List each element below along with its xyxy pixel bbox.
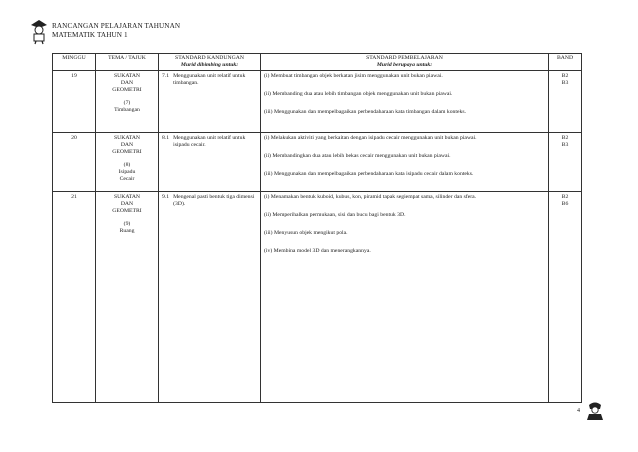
kandungan-text: Menggunakan unit relatif untuk isipadu cecair. (173, 135, 246, 148)
table-row (53, 133, 582, 192)
tema-line: DAN (120, 80, 134, 86)
pembelajaran-item: (i) Melakukan aktiviti yang berkaitan dengan isipadu cecair menggunakan unit bukan piawai. (264, 135, 477, 141)
cell-tema (96, 192, 159, 403)
cell-band (549, 133, 582, 192)
pembelajaran-item: (iii) Menggunakan dan mempelbagaikan perbendaharaan kata isipadu cecair dalam konteks. (264, 171, 474, 177)
kandungan-number: 9.1 (162, 194, 170, 200)
header-minggu: MINGGU (53, 54, 96, 71)
pembelajaran-item: (ii) Membanding dua atau lebih timbangan objek menggunakan unit bukan piawai. (264, 91, 453, 97)
tema-line: DAN (120, 201, 134, 207)
header-kandungan (159, 54, 261, 71)
tajuk-line: Cecair (119, 176, 135, 182)
cell-band (549, 192, 582, 403)
header-title: RANCANGAN PELAJARAN TAHUNAN (52, 22, 181, 30)
table-row (53, 71, 582, 133)
table-header-row (53, 54, 582, 71)
pembelajaran-item: (ii) Memperihalkan permukaan, sisi dan bucu bagi bentuk 3D. (264, 212, 406, 218)
header-band: BAND (549, 54, 582, 71)
document-header (52, 22, 180, 40)
pembelajaran-item: (i) Membuat timbangan objek berkatan jisim menggunakan unit bukan piawai. (264, 73, 443, 79)
cell-kandungan (159, 133, 261, 192)
band-value: B6 (561, 201, 569, 207)
tema-line: GEOMETRI (112, 87, 142, 93)
cell-minggu: 19 (53, 71, 96, 133)
header-subtitle: MATEMATIK TAHUN 1 (52, 31, 128, 39)
cell-pembelajaran (261, 192, 549, 403)
tajuk-line: (7) (123, 100, 131, 106)
pembelajaran-item: (iii) Menyusun objek mengikut pola. (264, 230, 348, 236)
pembelajaran-item: (ii) Membandingkan dua atau lebih bekas cecair menggunakan unit bukan piawai. (264, 153, 451, 159)
lesson-plan-table (52, 53, 582, 403)
cell-minggu: 20 (53, 133, 96, 192)
pembelajaran-item: (iii) Menggunakan dan mempelbagaikan perbendaharaan kata timbangan dalam konteks. (264, 109, 466, 115)
tema-line: GEOMETRI (112, 208, 142, 214)
mascot-footer-icon (585, 400, 605, 422)
tema-line: GEOMETRI (112, 149, 142, 155)
header-kandungan-sub: Murid dibimbing untuk: (180, 62, 239, 68)
kandungan-number: 8.1 (162, 135, 170, 141)
cell-pembelajaran (261, 71, 549, 133)
cell-band (549, 71, 582, 133)
band-value: B2 (561, 135, 569, 141)
band-value: B3 (561, 142, 569, 148)
pembelajaran-item: (i) Menamakan bentuk kuboid, kubus, kon, piramid tapak segiempat sama, silinder dan sfera. (264, 194, 477, 200)
header-pembelajaran (261, 54, 549, 71)
table-row (53, 192, 582, 403)
cell-minggu: 21 (53, 192, 96, 403)
header-pembelajaran-title: STANDARD PEMBELAJARAN (366, 55, 443, 61)
tajuk-line: Isipadu (118, 169, 136, 175)
header-kandungan-title: STANDARD KANDUNGAN (175, 55, 244, 61)
cell-pembelajaran (261, 133, 549, 192)
tajuk-line: (9) (123, 221, 131, 227)
pembelajaran-item: (iv) Membina model 3D dan menerangkannya. (264, 248, 371, 254)
kandungan-text: Menggunakan unit relatif untuk timbangan. (173, 73, 246, 86)
kandungan-number: 7.1 (162, 73, 170, 79)
tajuk-line: (8) (123, 162, 131, 168)
tajuk-line: Ruang (119, 228, 135, 234)
mascot-logo-icon (28, 17, 50, 45)
cell-tema (96, 71, 159, 133)
header-pembelajaran-sub: Murid berupaya untuk: (376, 62, 433, 68)
band-value: B2 (561, 194, 569, 200)
tema-line: SUKATAN (113, 135, 141, 141)
tema-line: DAN (120, 142, 134, 148)
header-tema: TEMA / TAJUK (96, 54, 159, 71)
cell-tema (96, 133, 159, 192)
tema-line: SUKATAN (113, 73, 141, 79)
cell-kandungan (159, 71, 261, 133)
cell-kandungan (159, 192, 261, 403)
tema-line: SUKATAN (113, 194, 141, 200)
page-number: 4 (577, 408, 580, 414)
tajuk-line: Timbangan (114, 107, 140, 113)
kandungan-text: Mengenal pasti bentuk tiga dimensi (3D). (173, 194, 255, 207)
band-value: B2 (561, 73, 569, 79)
band-value: B3 (561, 80, 569, 86)
